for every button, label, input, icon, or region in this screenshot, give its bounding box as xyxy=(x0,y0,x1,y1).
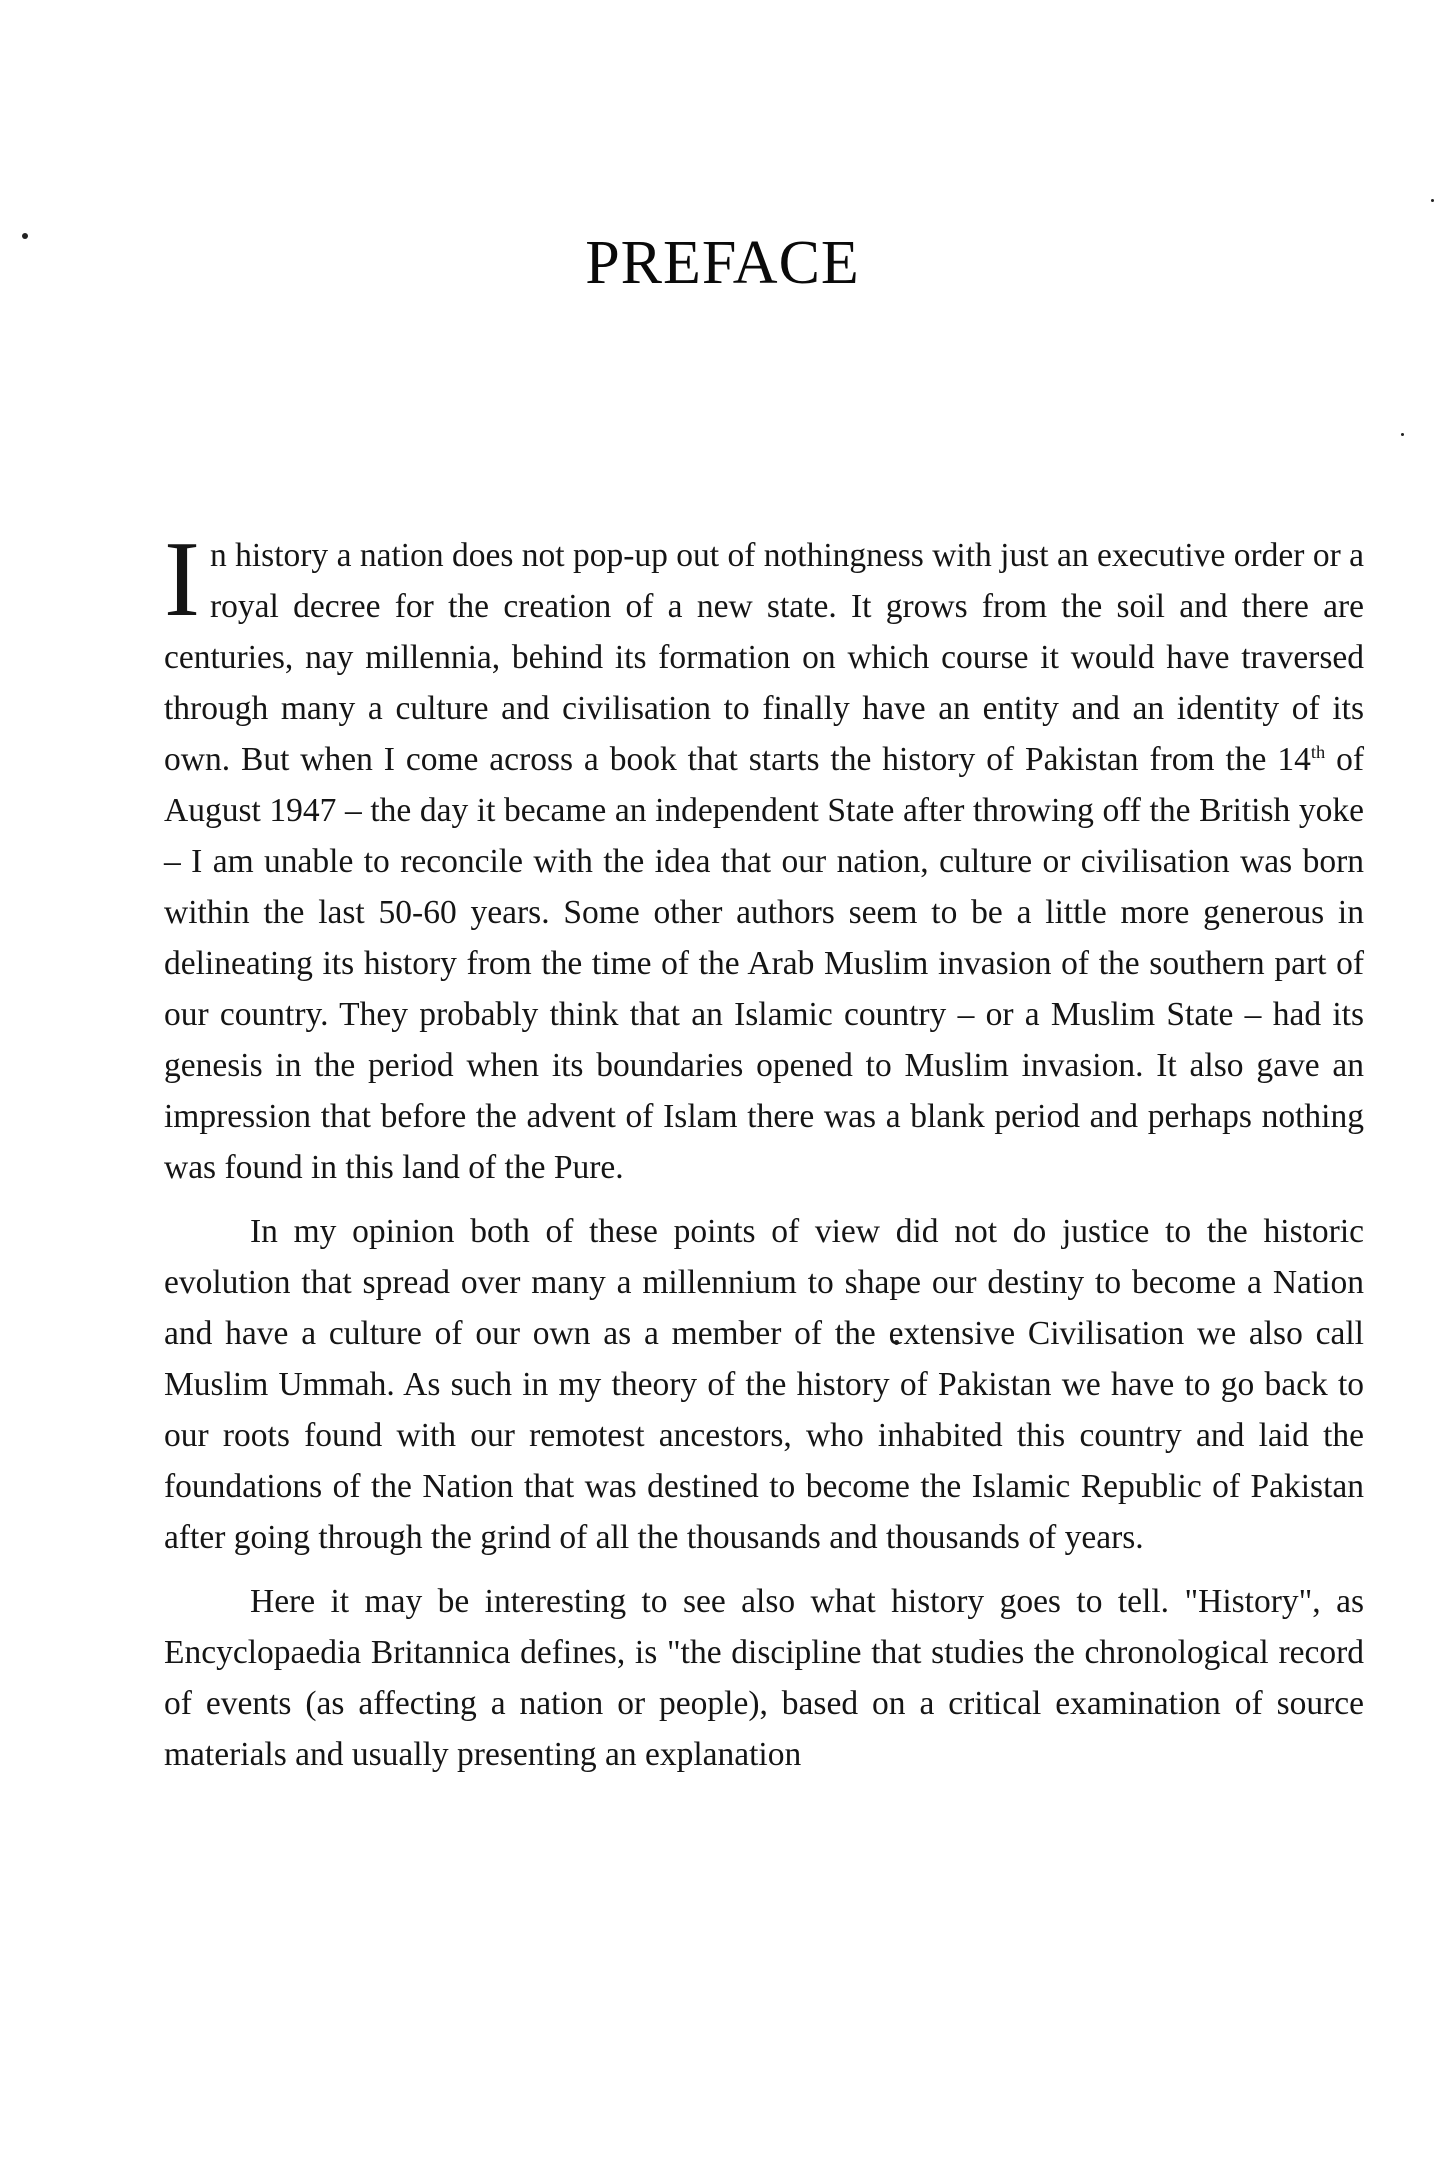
ordinal-suffix: th xyxy=(1310,741,1326,762)
paragraph-3: Here it may be interesting to see also what history goes to tell. "History", as Encyclopaedia Britannica defines, is "the discipline that studies the chronological record of events (as affecting a nation or people), based on a critical examination of source materials and usually presenting an explanation xyxy=(164,1583,1364,1773)
body-text xyxy=(164,520,1364,1793)
paragraph-1 xyxy=(164,520,1364,1193)
paragraph-1-text-start: n history a nation does not pop-up out of nothingness with just an executive order or a royal decree for the creation of a new state. It grows from the soil and there are centuries, nay millennia, behind its formation on which course it would have traversed through many a culture and civilisation to finally have an entity and an identity of its own. But when I come across a book that starts the history of Pakistan from the 14 xyxy=(164,537,1364,778)
scan-speck xyxy=(1431,199,1434,202)
drop-cap: I xyxy=(164,520,200,639)
paragraph-2: In my opinion both of these points of view did not do justice to the historic evolution that spread over many a millennium to shape our destiny to become a Nation and have a culture of our own as a member of the extensive Civilisation we also call Muslim Ummah. As such in my theory of the history of Pakistan we have to go back to our roots found with our remotest ancestors, who inhabited this country and laid the foundations of the Nation that was destined to become the Islamic Republic of Pakistan after going through the grind of all the thousands and thousands of years. xyxy=(164,1213,1364,1556)
scan-speck xyxy=(1401,433,1404,436)
paragraph-1-text-end: of August 1947 – the day it became an independent State after throwing off the British yoke – I am unable to reconcile with the idea that our nation, culture or civilisation was born within the last 50-60 years. Some other authors seem to be a little more generous in delineating its history from the time of the Arab Muslim invasion of the southern part of our country. They probably think that an Islamic country – or a Muslim State – had its genesis in the period when its boundaries opened to Muslim invasion. It also gave an impression that before the advent of Islam there was a blank period and perhaps nothing was found in this land of the Pure. xyxy=(164,741,1364,1186)
page-title: PREFACE xyxy=(585,229,860,297)
